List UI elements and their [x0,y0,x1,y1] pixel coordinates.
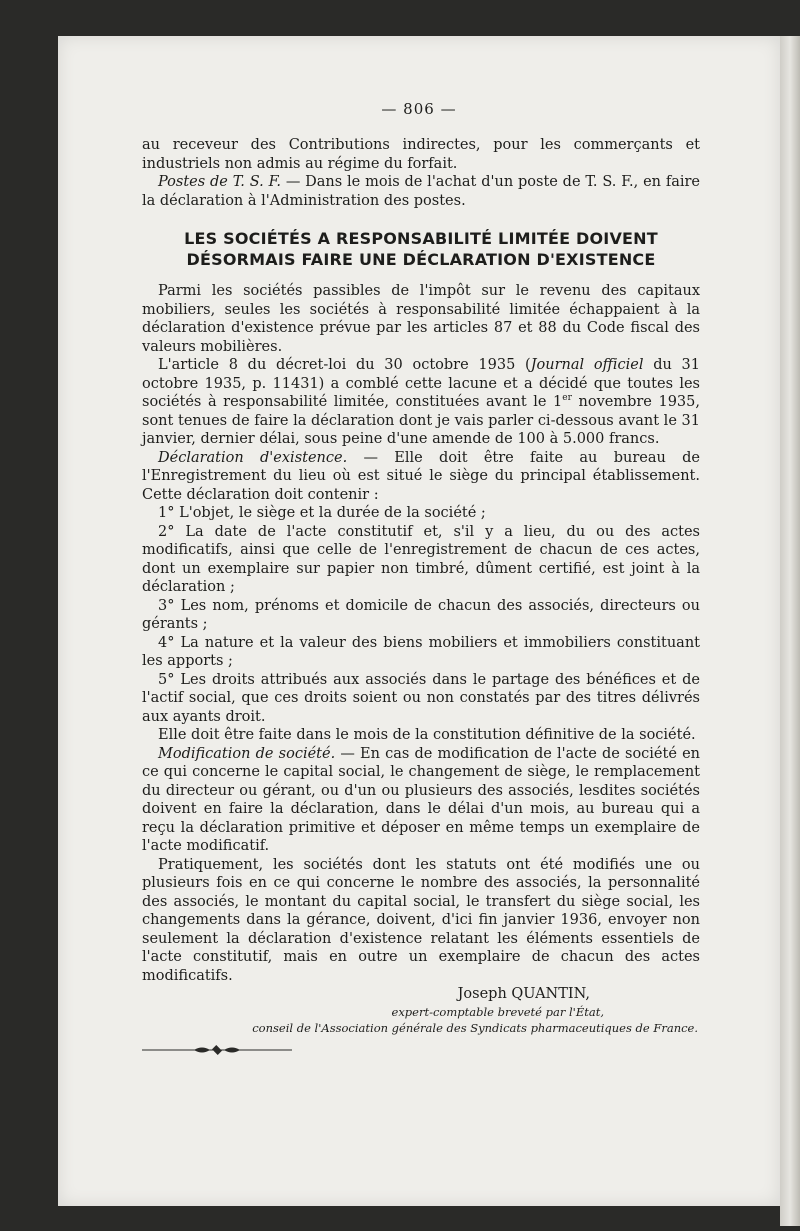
document-page [58,36,780,1206]
decree-text-c: novembre 1935, sont tenues de faire la déclaration dont je vais parler ci-dessous avant le 31 janvier, dernier délai, sous peine d'une amende de 100 à 5.000 francs. [142,394,700,447]
author-title-2: conseil de l'Association générale des Syndicats pharmaceutiques de France. [252,1020,698,1035]
intro-paragraph: Parmi les sociétés passibles de l'impôt sur le revenu des capitaux mobiliers, seules les sociétés à responsabilité limitée échappaient à la déclaration d'existence prévue par les articles 87 et 88 du Code fiscal des valeurs mobilières. [142,283,700,355]
modification-label: Modification de société. [158,745,336,762]
author-name: Joseph QUANTIN, [457,986,590,1002]
list-item-3: 3° Les nom, prénoms et domicile de chacun des associés, directeurs ou gérants ; [142,597,700,632]
list-item-4: 4° La nature et la valeur des biens mobiliers et immobiliers constituant les apports ; [142,634,700,669]
decree-text-a: L'article 8 du décret-loi du 30 octobre 1935 ( [158,357,531,373]
book-binding-edge [780,36,800,1226]
decree-paragraph [142,356,700,449]
tsf-label: Postes de T. S. F. [158,174,281,190]
ornament-divider [142,1044,292,1056]
tsf-text: — Dans le mois de l'achat d'un poste de T. S. F., en faire la déclaration à l'Administration des postes. [142,174,700,209]
list-item-2: 2° La date de l'acte constitutif et, s'il y a lieu, du ou des actes modificatifs, ainsi que celle de l'enregistrement de chacun de ces actes, dont un exemplaire sur papier non timbré, dûment certifié, est joint à la déclaration ; [142,523,700,595]
author-title-1: expert-comptable breveté par l'État, [391,1004,604,1019]
list-item-5: 5° Les droits attribués aux associés dans le partage des bénéfices et de l'actif social, que ces droits soient ou non constatés par des titres délivrés aux ayants droit. [142,671,700,725]
article-title-line-1: LES SOCIÉTÉS A RESPONSABILITÉ LIMITÉE DOIVENT [184,229,658,248]
timing-paragraph: Elle doit être faite dans le mois de la constitution définitive de la société. [158,727,696,743]
practical-paragraph: Pratiquement, les sociétés dont les statuts ont été modifiés une ou plusieurs fois en ce qui concerne le nombre des associés, la personnalité des associés, le montant du capital social, le transfert du siège social, les changements dans la gérance, doivent, d'ici fin janvier 1936, envoyer non seulement la déclaration d'existence relatant les éléments essentiels de l'acte constitutif, mais en outre un exemplaire de chacun des actes modificatifs. [142,856,700,984]
article-title [142,228,700,270]
list-item-1: 1° L'objet, le siège et la durée de la société ; [158,505,486,521]
journal-officiel: Journal officiel [530,357,644,373]
modification-paragraph [142,745,700,856]
tsf-paragraph [142,173,700,210]
declaration-text: — Elle doit être faite au bureau de l'Enregistrement du lieu où est situé le siège du principal établissement. Cette déclaration doit contenir : [142,449,700,503]
signature-block [142,985,700,1036]
decree-superscript: er [562,393,572,404]
decree-text-b: du 31 octobre 1935, p. 11431) a comblé cette lacune et a décidé que toutes les sociétés à responsabilité limitée, constituées avant le 1 [142,357,700,410]
article-title-line-2: DÉSORMAIS FAIRE UNE DÉCLARATION D'EXISTENCE [186,250,656,269]
continued-paragraph: au receveur des Contributions indirectes, pour les commerçants et industriels non admis au régime du forfait. [142,137,700,172]
declaration-paragraph [142,449,700,505]
page-body [142,136,700,1061]
declaration-label: Déclaration d'existence. [158,449,348,466]
page-number: — 806 — [381,100,457,118]
modification-text: — En cas de modification de l'acte de société en ce qui concerne le capital social, le changement de siège, le remplacement du directeur ou gérant, ou d'un ou plusieurs des associés, lesdites sociétés doivent en faire la déclaration, dans le délai d'un mois, au bureau qui a reçu la déclaration primitive et déposer en même temps un exemplaire de l'acte modificatif. [142,745,700,854]
